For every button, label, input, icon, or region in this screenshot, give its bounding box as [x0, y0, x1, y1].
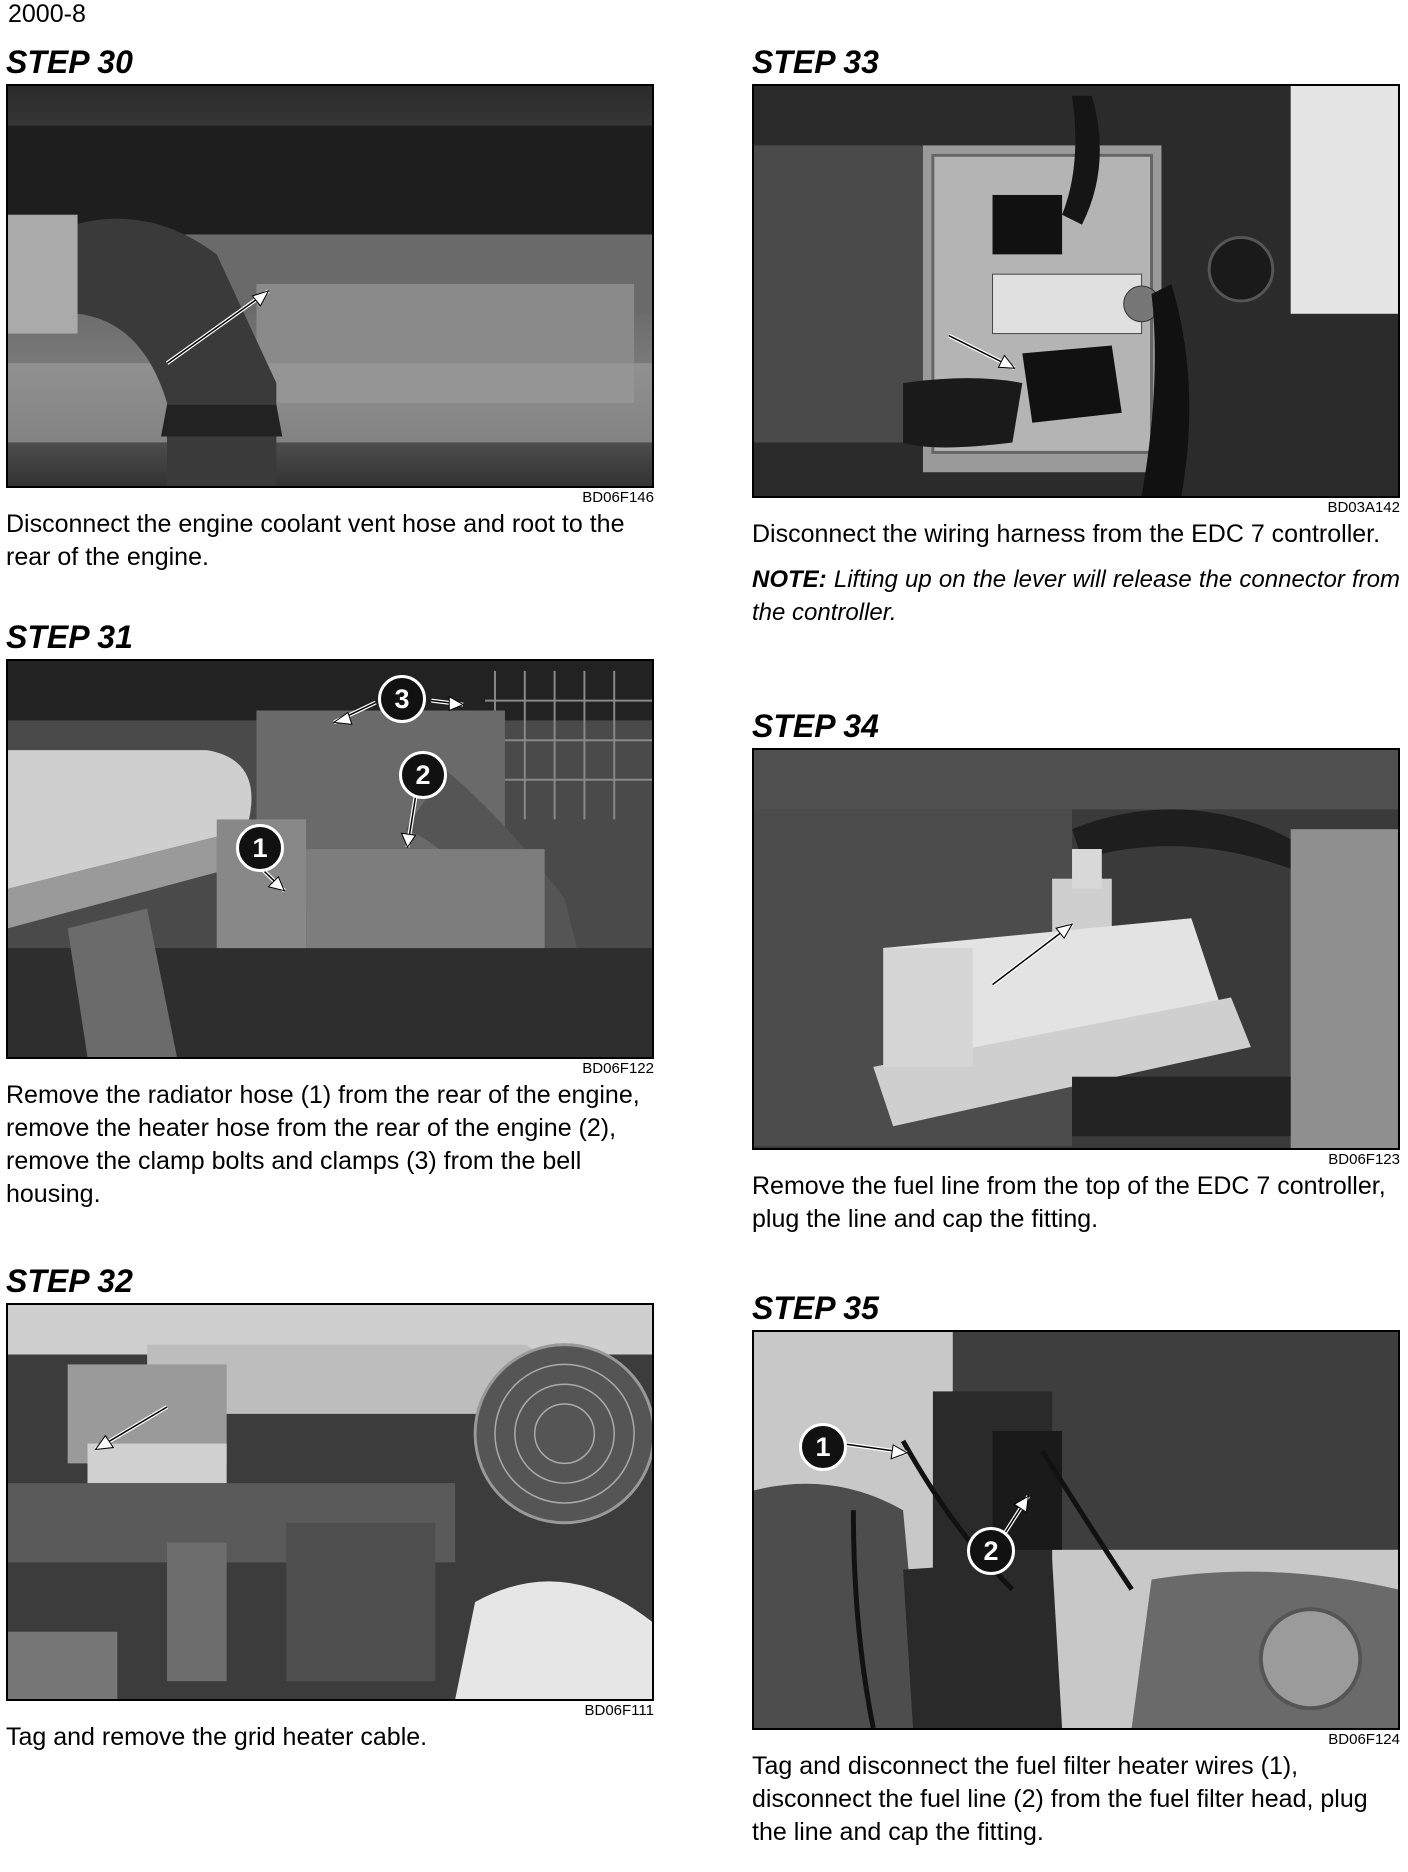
- step-description: Tag and remove the grid heater cable.: [6, 1723, 428, 1751]
- step-32: [6, 1259, 654, 1754]
- figure-id: BD06F146: [582, 489, 654, 506]
- step-33-photo: [752, 84, 1400, 498]
- figure-id: BD06F122: [582, 1060, 654, 1077]
- fuel-filter-photo: [754, 1332, 1398, 1728]
- step-32-photo: [6, 1303, 654, 1701]
- callout-3: 3: [378, 675, 426, 723]
- callout-2: 2: [399, 751, 447, 799]
- step-31: [6, 615, 654, 1211]
- step-30-photo: [6, 84, 654, 488]
- step-35-photo: [752, 1330, 1400, 1730]
- step-title: STEP 35: [752, 1290, 879, 1326]
- step-title: STEP 32: [6, 1263, 133, 1299]
- step-34: [752, 704, 1400, 1236]
- callout-2: 2: [967, 1527, 1015, 1575]
- callout-1: 1: [236, 824, 284, 872]
- page-number: 2000-8: [8, 0, 86, 28]
- step-title: STEP 30: [6, 44, 133, 80]
- step-note: [752, 563, 1400, 629]
- figure-id: BD06F123: [1328, 1151, 1400, 1168]
- step-33: [752, 40, 1400, 629]
- note-text: Lifting up on the lever will release the connector from the controller.: [752, 566, 1400, 626]
- step-30: [6, 40, 654, 574]
- step-description: Remove the radiator hose (1) from the rear of the engine, remove the heater hose from the rear of the engine (2), remove the clamp bolts and clamps (3) from the bell housing.: [6, 1081, 640, 1208]
- step-description: Tag and disconnect the fuel filter heater wires (1), disconnect the fuel line (2) from the fuel filter head, plug the line and cap the fitting.: [752, 1752, 1368, 1846]
- step-31-photo: [6, 659, 654, 1059]
- step-description: Remove the fuel line from the top of the EDC 7 controller, plug the line and cap the fitting.: [752, 1172, 1386, 1233]
- step-34-photo: [752, 748, 1400, 1150]
- radiator-hose-photo: [8, 661, 652, 1057]
- note-label: NOTE:: [752, 566, 827, 593]
- step-35: [752, 1286, 1400, 1849]
- engine-coolant-photo: [8, 86, 652, 486]
- step-title: STEP 31: [6, 619, 133, 655]
- grid-heater-photo: [8, 1305, 652, 1699]
- step-title: STEP 33: [752, 44, 879, 80]
- callout-1: 1: [799, 1423, 847, 1471]
- step-description: Disconnect the engine coolant vent hose and root to the rear of the engine.: [6, 510, 625, 571]
- figure-id: BD06F124: [1328, 1731, 1400, 1748]
- figure-id: BD06F111: [584, 1702, 654, 1719]
- figure-id: BD03A142: [1327, 499, 1400, 516]
- fuel-line-photo: [754, 750, 1398, 1148]
- step-title: STEP 34: [752, 708, 879, 744]
- step-description: Disconnect the wiring harness from the EDC 7 controller.: [752, 520, 1381, 548]
- edc-controller-photo: [754, 86, 1398, 496]
